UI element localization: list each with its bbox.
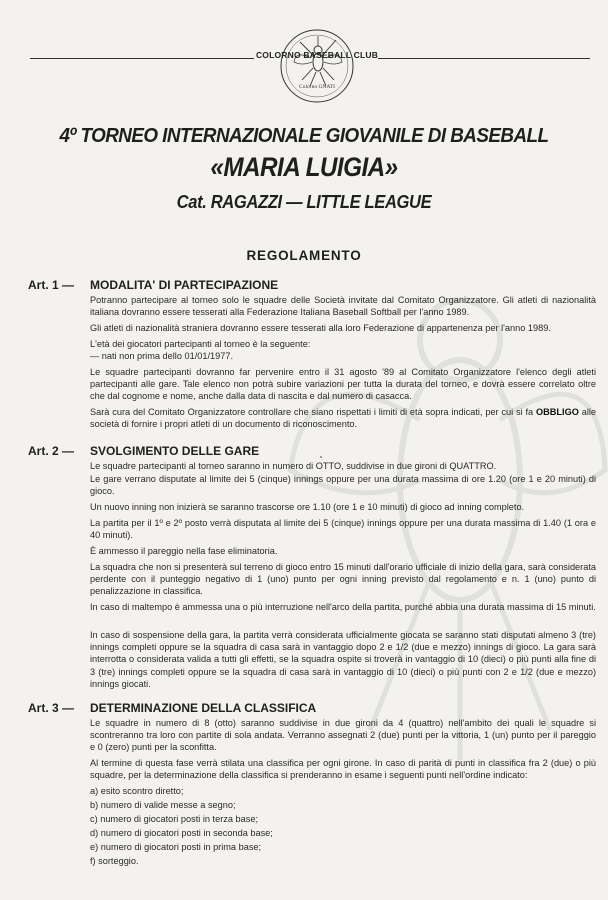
- article-1-paragraph-3: L'età dei giocatori partecipanti al torneo è la seguente:: [90, 339, 311, 349]
- article-2-paragraph-4: La partita per il 1º e 2º posto verrà disputata al limite dei 5 (cinque) innings oppure per una durata massima di 1.40 (1 ora e 40 minuti).: [90, 518, 596, 541]
- article-1-paragraph-5: Le squadre partecipanti dovranno far pervenire entro il 31 agosto '89 al Comitato Organizzatore l'elenco degli atleti partecipanti alle gare. Tale elenco non potrà subire variazioni per tutta la durata del torneo, e dovrà essere correlato oltre che dal cognome e nome, anche dalla data di nascita e dal numero di casacca.: [90, 367, 596, 402]
- article-1-paragraph-4: — nati non prima dello 01/01/1977.: [90, 351, 234, 361]
- article-2-paragraph-8: In caso di sospensione della gara, la partita verrà considerata ufficialmente giocata se saranno stati disputati almeno 3 (tre) innings completi oppure se la squadra di casa sarà in vantaggio dopo 2 e 1/2 (due e mezzo) innings di gioco. La gara sarà interrotta o considerata valida a tutti gli effetti, se la squadra ospite si troverà in vantaggio di 10 (dieci) o più punti alla fine di 3 (tre) innings completi oppure se la squadra di casa sarà in vantaggio di 10 (dieci) o più punti con 2 e 1/2 (due e mezzo) innings giocati.: [90, 630, 596, 689]
- article-2-paragraph-2: Le gare verrano disputate al limite dei 5 (cinque) innings oppure per una durata massima di ore 1.20 (ore 1 e 20 minuti) di gioco.: [90, 474, 596, 497]
- list-item-c: c) numero di giocatori posti in terza base;: [90, 814, 259, 824]
- tournament-name: «MARIA LUIGIA»: [210, 152, 398, 182]
- section-heading: REGOLAMENTO: [246, 248, 362, 263]
- print-speck: [320, 456, 322, 458]
- paragraph-text: Sarà cura del Comitato Organizzatore controllare che siano rispettati i limiti di età sopra indicati, per cui si fa: [90, 407, 534, 417]
- article-1-paragraph-2: Gli atleti di nazionalità straniera dovranno essere tesserati alla loro Federazione di appartenenza per l'anno 1989.: [90, 323, 551, 333]
- article-number: Art. 2 —: [28, 444, 75, 458]
- article-3-paragraph-2: Al termine di questa fase verrà stilata una classifica per ogni girone. In caso di parità di punti in classifica fra 2 (due) o più squadre, per la determinazione della classifica si prenderanno in esame i seguenti punti nell'ordine indicato:: [90, 758, 596, 781]
- article-number: Art. 1 —: [28, 278, 75, 292]
- article-title: DETERMINAZIONE DELLA CLASSIFICA: [90, 701, 317, 715]
- tournament-category: Cat. RAGAZZI — LITTLE LEAGUE: [176, 192, 432, 212]
- article-3-paragraph-1: Le squadre in numero di 8 (otto) saranno suddivise in due gironi da 4 (quattro) nell'ambito dei quali le squadre si scontreranno tra loro con partite di sola andata. Verranno assegnati 2 (due) punti per la vittoria, 1 (un) punto per il pareggio e 0 (zero) punti per la sconfitta.: [90, 718, 596, 753]
- article-title: SVOLGIMENTO DELLE GARE: [90, 444, 260, 458]
- list-item-f: f) sorteggio.: [90, 856, 139, 866]
- article-2-paragraph-6: La squadra che non si presenterà sul terreno di gioco entro 15 minuti dall'orario ufficiale di inizio della gara, sarà considerata perdente con il punteggio negativo di 1 (uno) punto per ogni inning previsto dal regolamento e n. 1 (uno) punto di penalizzazione in classifica.: [90, 562, 596, 597]
- paragraph-text-end: alle società di fornire i propri atleti di un documento di riconoscimento.: [90, 407, 597, 430]
- tournament-title: 4º TORNEO INTERNAZIONALE GIOVANILE DI BASEBALL: [59, 124, 549, 147]
- header-rule-left: [30, 58, 254, 59]
- article-2-paragraph-5: È ammesso il pareggio nella fase eliminatoria.: [90, 546, 278, 556]
- header-rule-right: [378, 58, 590, 59]
- list-item-a: a) esito scontro diretto;: [90, 786, 184, 796]
- list-item-b: b) numero di valide messe a segno;: [90, 800, 236, 810]
- logo-caption: Colorno GNATI: [299, 84, 335, 90]
- article-number: Art. 3 —: [28, 701, 75, 715]
- emphasis-obbligo: OBBLIGO: [535, 407, 579, 417]
- article-1-paragraph-1: Potranno partecipare al torneo solo le squadre delle Società invitate dal Comitato Organizzatore. Gli atleti di nazionalità italiana dovranno essere tesserati alla Federazione Italiana Baseball Softball per l'anno 1989.: [90, 295, 596, 318]
- article-2-paragraph-7: In caso di maltempo è ammessa una o più interruzione nell'arco della partita, purché abbia una durata massima di 15 minuti.: [90, 602, 596, 612]
- article-2-paragraph-1: Le squadre partecipanti al torneo saranno in numero di OTTO, suddivise in due gironi di QUATTRO.: [90, 461, 497, 471]
- club-logo: [278, 28, 356, 106]
- article-title: MODALITA' DI PARTECIPAZIONE: [90, 278, 279, 292]
- article-1-paragraph-6: [90, 406, 596, 430]
- list-item-d: d) numero di giocatori posti in seconda base;: [90, 828, 273, 838]
- club-name: COLORNO BASEBALL CLUB: [255, 50, 379, 60]
- list-item-e: e) numero di giocatori posti in prima base;: [90, 842, 262, 852]
- club-logo-emblem: [278, 28, 356, 106]
- article-2-paragraph-3: Un nuovo inning non inizierà se saranno trascorse ore 1.10 (ore 1 e 10 minuti) di gioco ad inning completo.: [90, 502, 525, 512]
